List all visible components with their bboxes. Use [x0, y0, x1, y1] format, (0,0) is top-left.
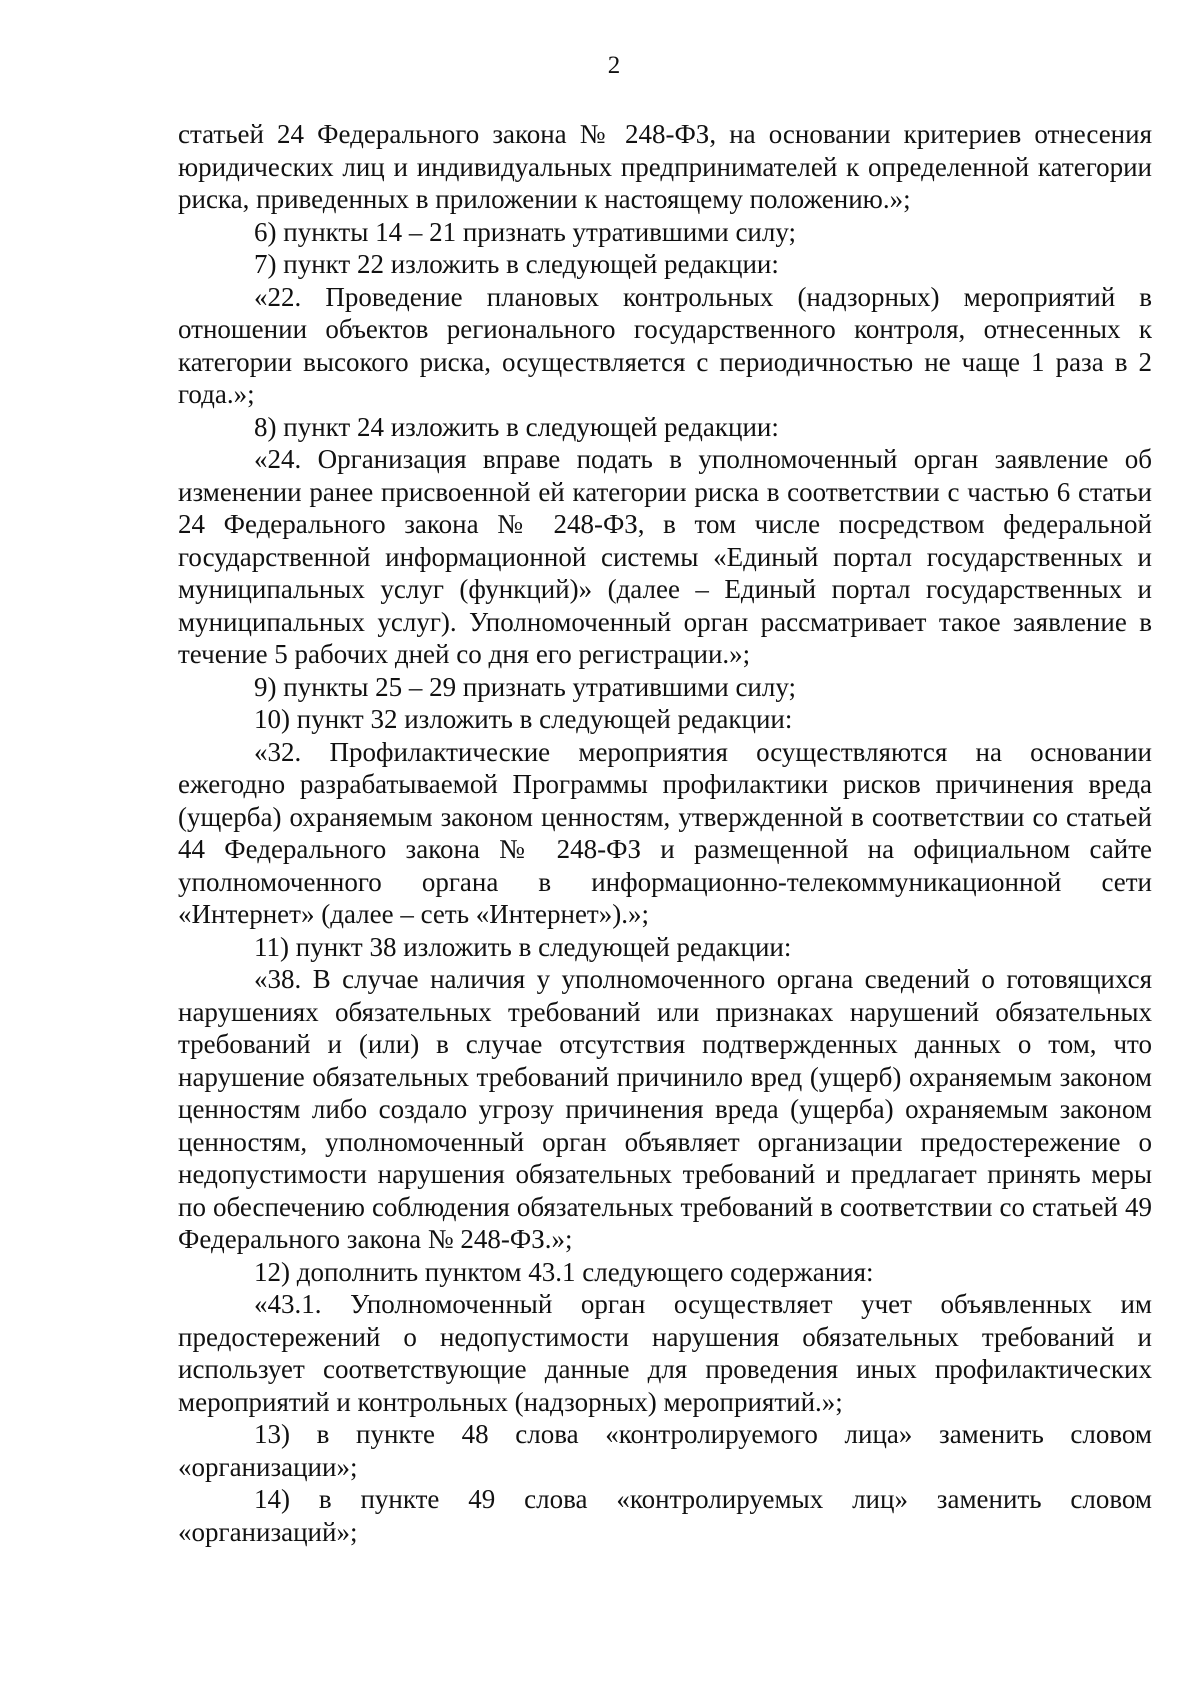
paragraph-continuation: статьей 24 Федерального закона № 248-ФЗ, на основании критериев отнесения юридических лиц и индивидуальных предпринимателей к определенной категории риска, приведенных в приложении к настоящему положению.»;: [178, 119, 1152, 214]
paragraph-item-14: 14) в пункте 49 слова «контролируемых лиц» заменить словом «организаций»;: [178, 1484, 1152, 1547]
paragraph-clause-38: «38. В случае наличия у уполномоченного органа сведений о готовящихся нарушениях обязательных требований или признаках нарушений обязательных требований и (или) в случае отсутствия подтвержденных данных о том, что нарушение обязательных требований причинило вред (ущерб) охраняемым законом ценностям либо создало угрозу причинения вреда (ущерба) охраняемым законом ценностям, уполномоченный орган объявляет организации предостережение о недопустимости нарушения обязательных требований и предлагает принять меры по обеспечению соблюдения обязательных требований в соответствии со статьей 49 Федерального закона № 248-ФЗ.»;: [178, 964, 1152, 1254]
paragraph-clause-24: «24. Организация вправе подать в уполномоченный орган заявление об изменении ранее присвоенной ей категории риска в соответствии с частью 6 статьи 24 Федерального закона № 248-ФЗ, в том числе посредством федеральной государственной информационной системы «Единый портал государственных и муниципальных услуг (функций)» (далее – Единый портал государственных и муниципальных услуг). Уполномоченный орган рассматривает такое заявление в течение 5 рабочих дней со дня его регистрации.»;: [178, 444, 1152, 669]
paragraph-clause-32: «32. Профилактические мероприятия осуществляются на основании ежегодно разрабатываемой Программы профилактики рисков причинения вреда (ущерба) охраняемым законом ценностям, утвержденной в соответствии со статьей 44 Федерального закона № 248-ФЗ и размещенной на официальном сайте уполномоченного органа в информационно-телекоммуникационной сети «Интернет» (далее – сеть «Интернет»).»;: [178, 736, 1152, 929]
paragraph-item-11: 11) пункт 38 изложить в следующей редакции:: [254, 931, 792, 962]
paragraph-item-9: 9) пункты 25 – 29 признать утратившими силу;: [254, 671, 796, 702]
paragraph-item-12: 12) дополнить пунктом 43.1 следующего содержания:: [254, 1256, 874, 1287]
paragraph-clause-43-1: «43.1. Уполномоченный орган осуществляет учет объявленных им предостережений о недопустимости нарушения обязательных требований и использует соответствующие данные для проведения иных профилактических мероприятий и контрольных (надзорных) мероприятий.»;: [178, 1289, 1152, 1417]
paragraph-item-10: 10) пункт 32 изложить в следующей редакции:: [254, 704, 793, 734]
paragraph-item-8: 8) пункт 24 изложить в следующей редакции:: [254, 411, 779, 442]
paragraph-item-13: 13) в пункте 48 слова «контролируемого лица» заменить словом «организации»;: [178, 1419, 1152, 1482]
paragraph-item-7: 7) пункт 22 изложить в следующей редакции:: [254, 249, 779, 279]
paragraph-item-6: 6) пункты 14 – 21 признать утратившими силу;: [254, 216, 796, 247]
document-body: [178, 118, 1152, 1548]
paragraph-clause-22: «22. Проведение плановых контрольных (надзорных) мероприятий в отношении объектов регионального государственного контроля, отнесенных к категории высокого риска, осуществляется с периодичностью не чаще 1 раза в 2 года.»;: [178, 281, 1152, 409]
page-number: 2: [607, 52, 621, 79]
